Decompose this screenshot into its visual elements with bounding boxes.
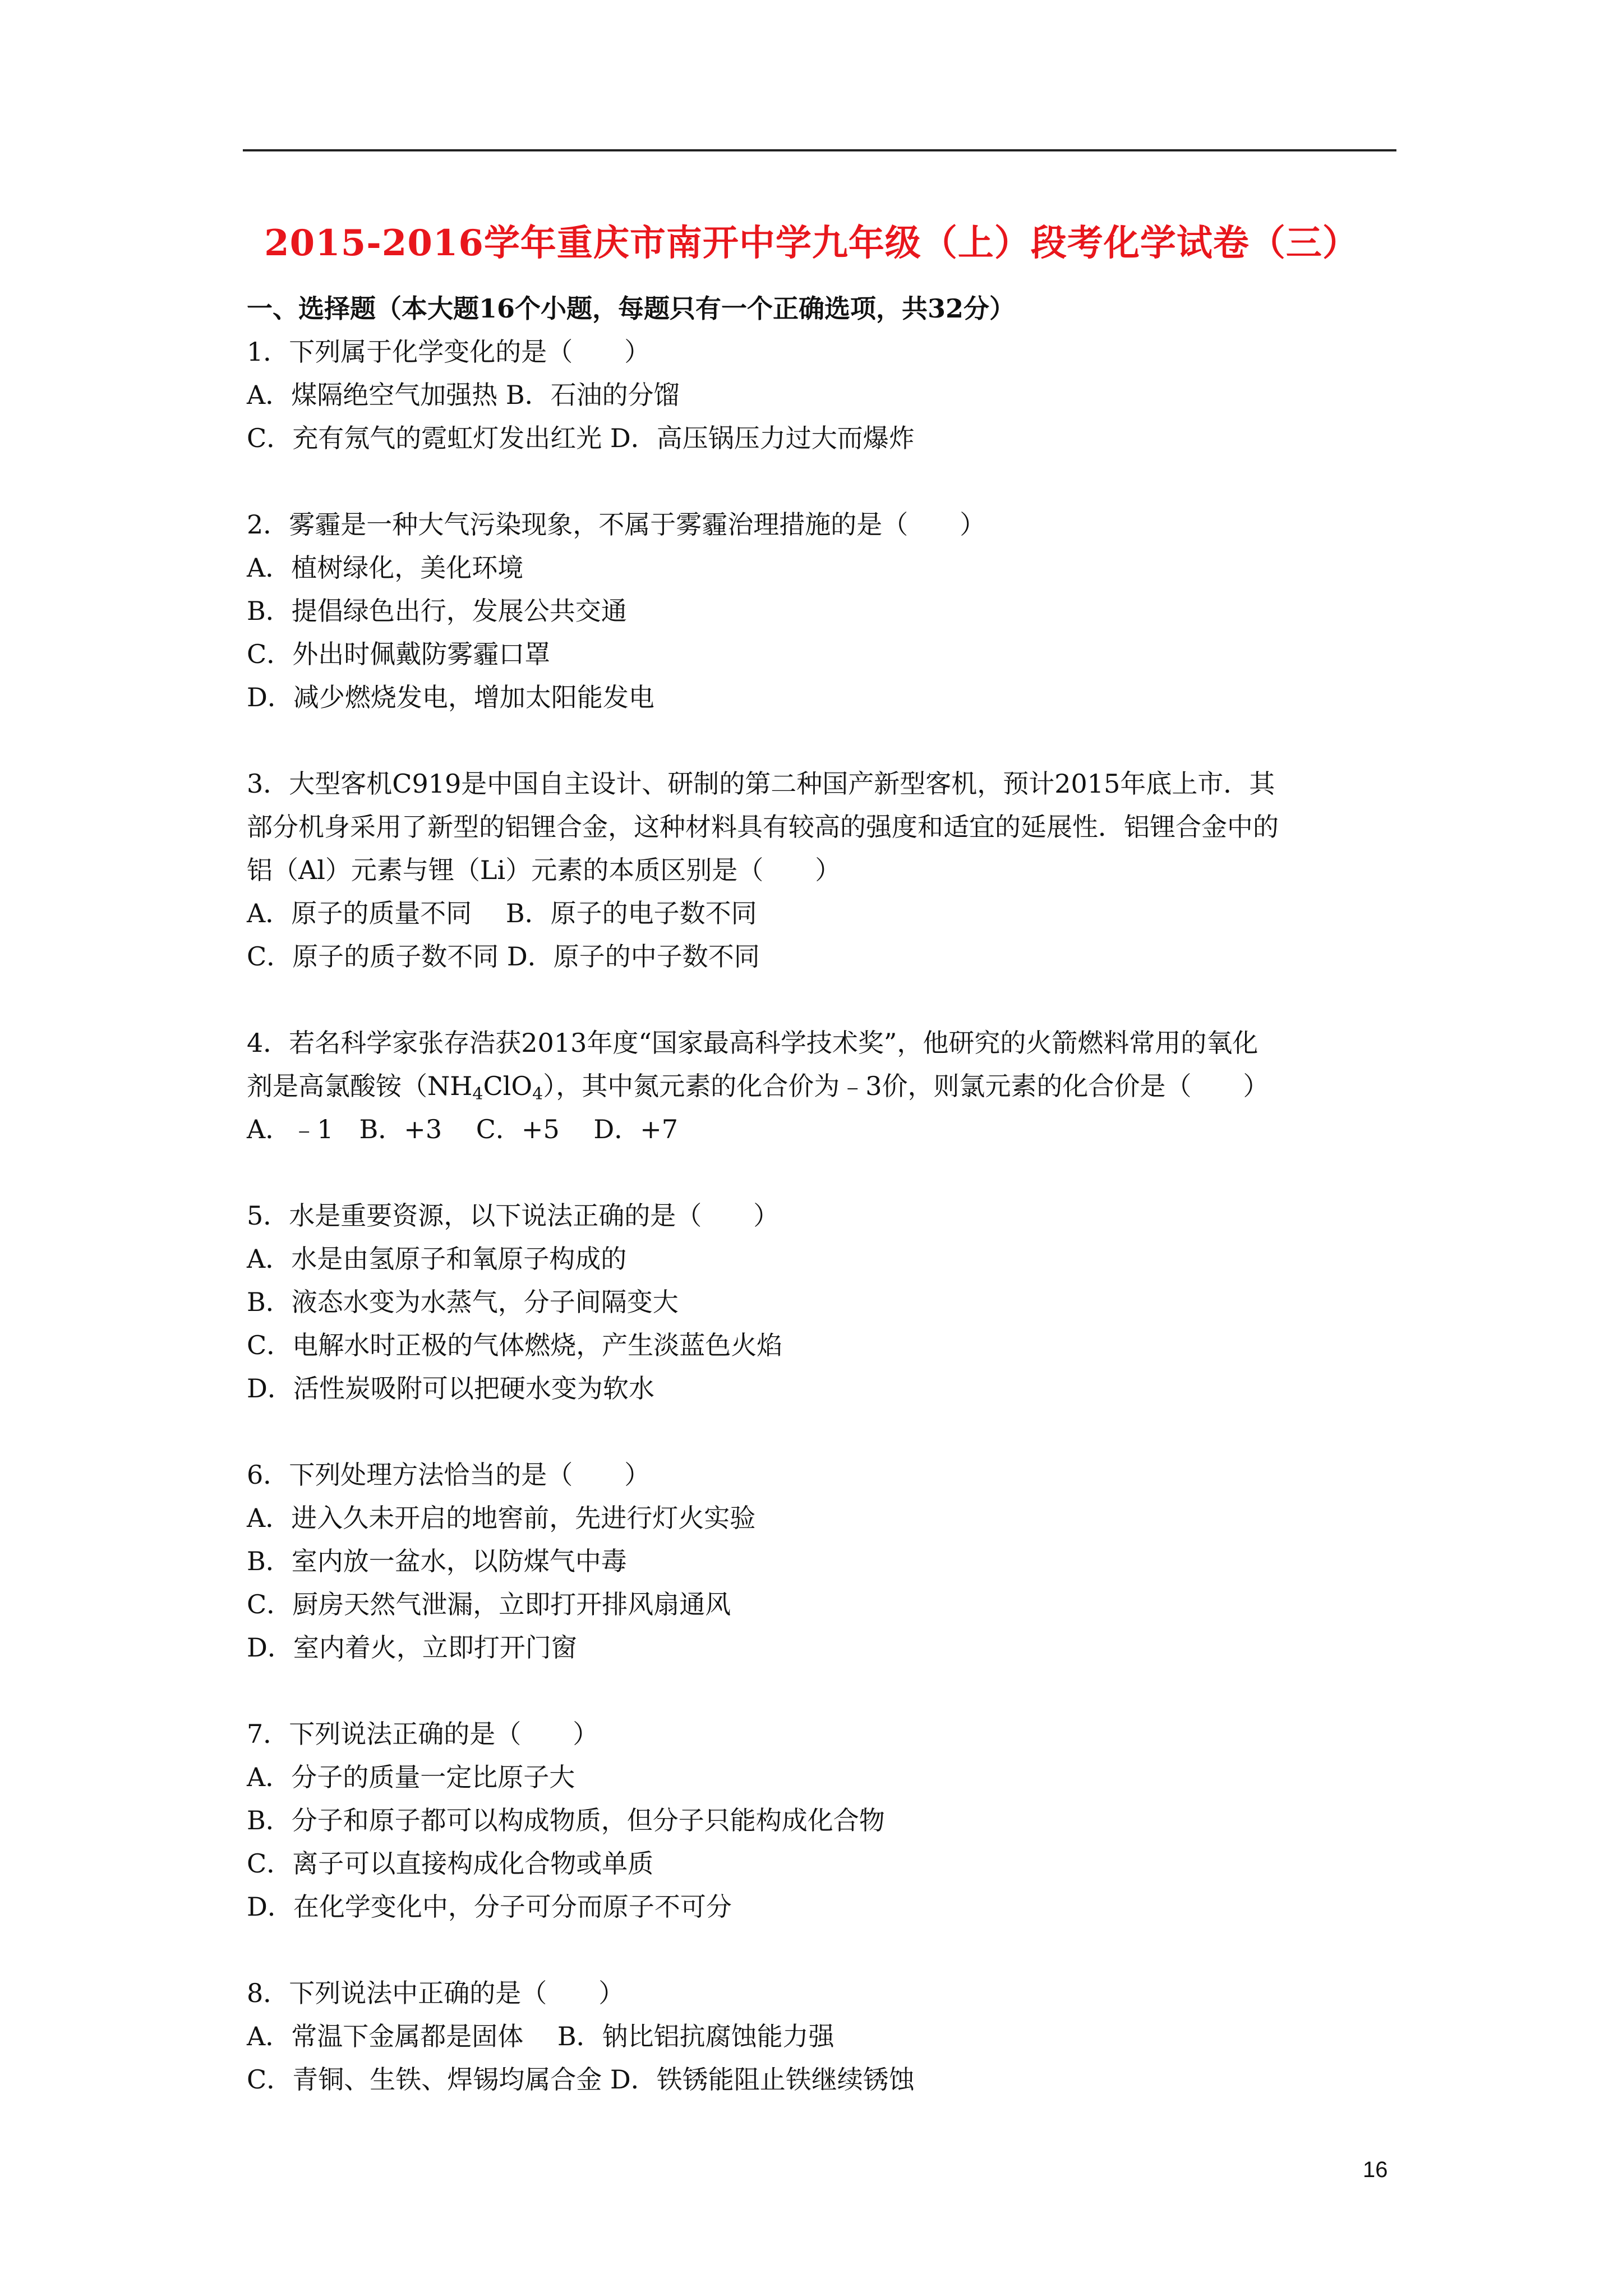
question-stem-line: 4．若名科学家张存浩获2013年度“国家最高科学技术奖”，他研究的火箭燃料常用的氧化 xyxy=(247,1028,1258,1058)
question-7 xyxy=(247,1713,1391,1929)
option-line: A．常温下金属都是固体 B．钠比铝抗腐蚀能力强 xyxy=(247,2021,834,2051)
option-line: A．原子的质量不同 B．原子的电子数不同 xyxy=(247,898,757,928)
option-line: C．电解水时正极的气体燃烧，产生淡蓝色火焰 xyxy=(247,1330,783,1360)
option-line: B．液态水变为水蒸气，分子间隔变大 xyxy=(247,1287,679,1317)
question-stem-line: 3．大型客机C919是中国自主设计、研制的第二种国产新型客机，预计2015年底上市．其 xyxy=(247,769,1275,799)
exam-content xyxy=(247,287,1391,2101)
option-line: D．减少燃烧发电，增加太阳能发电 xyxy=(247,682,654,712)
question-6 xyxy=(247,1453,1391,1669)
question-3 xyxy=(247,762,1391,978)
question-8 xyxy=(247,1972,1391,2101)
option-line: C．厨房天然气泄漏，立即打开排风扇通风 xyxy=(247,1589,731,1619)
option-line: A．水是由氢原子和氧原子构成的 xyxy=(247,1244,627,1274)
option-line: C．离子可以直接构成化合物或单质 xyxy=(247,1848,654,1879)
header-rule xyxy=(243,149,1396,151)
option-line: B．提倡绿色出行，发展公共交通 xyxy=(247,596,627,626)
formula-prefix: 剂是高氯酸铵（NH xyxy=(247,1071,473,1101)
option-line: D．在化学变化中，分子可分而原子不可分 xyxy=(247,1892,732,1922)
option-line: A．进入久未开启的地窖前，先进行灯火实验 xyxy=(247,1503,756,1533)
question-stem-line: 8．下列说法中正确的是（ ） xyxy=(247,1978,625,2008)
option-line: C．青铜、生铁、焊锡均属合金 D．铁锈能阻止铁继续锈蚀 xyxy=(247,2064,915,2095)
option-line: C．外出时佩戴防雾霾口罩 xyxy=(247,639,551,669)
option-line: A．煤隔绝空气加强热 B．石油的分馏 xyxy=(247,380,680,410)
question-4 xyxy=(247,1022,1391,1151)
question-1 xyxy=(247,330,1391,460)
formula-subscript: 4 xyxy=(472,1084,483,1104)
question-2 xyxy=(247,503,1391,719)
section-header: 一、选择题（本大题16个小题，每题只有一个正确选项，共32分） xyxy=(247,293,1016,324)
question-stem-line: 2．雾霾是一种大气污染现象，不属于雾霾治理措施的是（ ） xyxy=(247,509,986,540)
option-line: D．室内着火，立即打开门窗 xyxy=(247,1632,577,1663)
option-line: B．分子和原子都可以构成物质，但分子只能构成化合物 xyxy=(247,1805,885,1835)
formula-suffix: ），其中氮元素的化合价为﹣3价，则氯元素的化合价是（ ） xyxy=(543,1071,1269,1101)
option-line: C．充有氖气的霓虹灯发出红光 D．高压锅压力过大而爆炸 xyxy=(247,423,915,453)
question-5 xyxy=(247,1194,1391,1410)
option-line: A．﹣1 B．+3 C．+5 D．+7 xyxy=(247,1114,679,1144)
question-stem-line: 5．水是重要资源，以下说法正确的是（ ） xyxy=(247,1200,780,1231)
question-stem-line: 6．下列处理方法恰当的是（ ） xyxy=(247,1460,651,1490)
option-line: A．植树绿化，美化环境 xyxy=(247,553,524,583)
exam-title: 2015-2016学年重庆市南开中学九年级（上）段考化学试卷（三） xyxy=(264,222,1359,264)
option-line: D．活性炭吸附可以把硬水变为软水 xyxy=(247,1373,654,1404)
formula-subscript: 4 xyxy=(532,1084,543,1104)
formula-middle: ClO xyxy=(483,1071,533,1101)
option-line: A．分子的质量一定比原子大 xyxy=(247,1762,575,1792)
question-stem-line: 部分机身采用了新型的铝锂合金，这种材料具有较高的强度和适宜的延展性．铝锂合金中的 xyxy=(247,812,1279,842)
question-stem-line: 铝（Al）元素与锂（Li）元素的本质区别是（ ） xyxy=(247,855,841,885)
question-stem-line: 7．下列说法正确的是（ ） xyxy=(247,1719,599,1749)
question-stem-line: 1．下列属于化学变化的是（ ） xyxy=(247,337,651,367)
option-line: B．室内放一盆水，以防煤气中毒 xyxy=(247,1546,627,1576)
question-stem-formula-line xyxy=(247,1065,1391,1108)
option-line: C．原子的质子数不同 D．原子的中子数不同 xyxy=(247,941,760,972)
page-number: 16 xyxy=(1363,2157,1388,2182)
